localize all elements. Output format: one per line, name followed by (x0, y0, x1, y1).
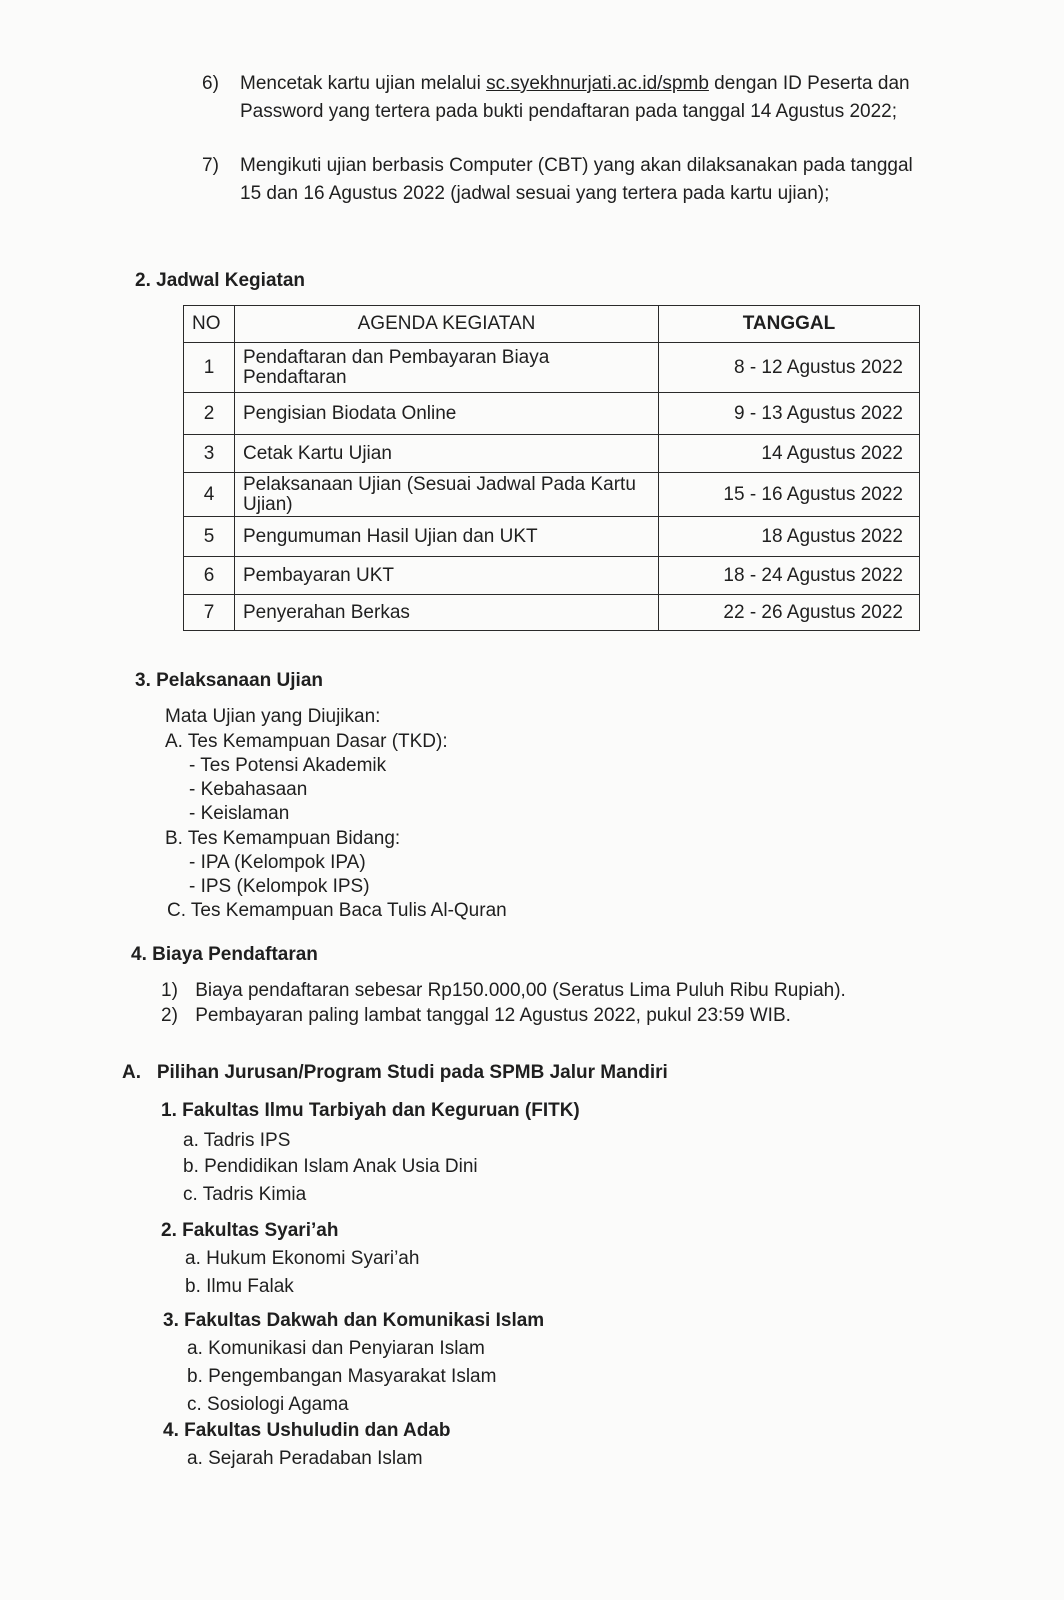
item-text: Mencetak kartu ujian melalui sc.syekhnurjati.ac.id/spmb dengan ID Peserta dan Password yang tertera pada bukti pendaftaran pada tanggal 14 Agustus 2022; (240, 73, 910, 122)
exam-group-c: C. Tes Kemampuan Baca Tulis Al-Quran (167, 900, 507, 921)
fee-item-2 (161, 1003, 791, 1028)
section-title-jadwal: 2. Jadwal Kegiatan (135, 270, 306, 291)
row-no: 3 (184, 435, 235, 473)
table-header-row (184, 306, 920, 343)
schedule-table (183, 305, 920, 631)
header-agenda: AGENDA KEGIATAN (235, 306, 659, 343)
spmb-link[interactable]: sc.syekhnurjati.ac.id/spmb (486, 73, 709, 94)
section-title-pelaksanaan: 3. Pelaksanaan Ujian (135, 670, 323, 691)
faculty-title-ushuludin: 4. Fakultas Ushuludin dan Adab (163, 1420, 451, 1441)
exam-subject: - Kebahasaan (189, 779, 308, 800)
section-title-biaya: 4. Biaya Pendaftaran (131, 944, 318, 965)
table-row (184, 343, 920, 393)
row-no: 6 (184, 557, 235, 595)
exam-subjects-heading: Mata Ujian yang Diujikan: (165, 706, 381, 727)
exam-group-b: B. Tes Kemampuan Bidang: (165, 828, 401, 849)
row-date: 22 - 26 Agustus 2022 (659, 595, 920, 631)
program-item: b. Pengembangan Masyarakat Islam (187, 1366, 497, 1387)
row-agenda: Pelaksanaan Ujian (Sesuai Jadwal Pada Kartu Ujian) (235, 473, 659, 517)
item-number: 6) (202, 73, 219, 94)
row-agenda: Pengumuman Hasil Ujian dan UKT (235, 517, 659, 557)
row-agenda: Cetak Kartu Ujian (235, 435, 659, 473)
exam-subject: - Keislaman (189, 803, 290, 824)
faculty-title-fitk: 1. Fakultas Ilmu Tarbiyah dan Keguruan (FITK) (161, 1100, 580, 1121)
program-item: a. Komunikasi dan Penyiaran Islam (187, 1338, 485, 1359)
row-no: 1 (184, 343, 235, 393)
table-row (184, 393, 920, 435)
table-row (184, 435, 920, 473)
row-date: 9 - 13 Agustus 2022 (659, 393, 920, 435)
row-no: 5 (184, 517, 235, 557)
program-item: a. Hukum Ekonomi Syari’ah (185, 1248, 420, 1269)
row-date: 15 - 16 Agustus 2022 (659, 473, 920, 517)
row-agenda: Pendaftaran dan Pembayaran Biaya Pendaftaran (235, 343, 659, 393)
row-date: 18 - 24 Agustus 2022 (659, 557, 920, 595)
table-row (184, 595, 920, 631)
program-item: b. Ilmu Falak (185, 1276, 294, 1297)
program-item: a. Sejarah Peradaban Islam (187, 1448, 423, 1469)
row-date: 8 - 12 Agustus 2022 (659, 343, 920, 393)
item-number: 2) (161, 1005, 178, 1026)
table-row (184, 557, 920, 595)
row-agenda: Pembayaran UKT (235, 557, 659, 595)
exam-group-a: A. Tes Kemampuan Dasar (TKD): (165, 731, 448, 752)
item-number: 7) (202, 155, 219, 176)
item-text: Biaya pendaftaran sebesar Rp150.000,00 (Seratus Lima Puluh Ribu Rupiah). (195, 980, 846, 1001)
program-item: b. Pendidikan Islam Anak Usia Dini (183, 1156, 478, 1177)
item-number: 1) (161, 980, 178, 1001)
faculty-title-dakwah: 3. Fakultas Dakwah dan Komunikasi Islam (163, 1310, 545, 1331)
exam-subject: - Tes Potensi Akademik (189, 755, 387, 776)
header-no: NO (184, 306, 235, 343)
row-no: 7 (184, 595, 235, 631)
row-no: 4 (184, 473, 235, 517)
row-agenda: Pengisian Biodata Online (235, 393, 659, 435)
fee-item-1 (161, 978, 846, 1003)
table-row (184, 517, 920, 557)
row-date: 18 Agustus 2022 (659, 517, 920, 557)
header-tanggal: TANGGAL (659, 306, 920, 343)
row-no: 2 (184, 393, 235, 435)
exam-subject: - IPS (Kelompok IPS) (189, 876, 370, 897)
program-item: c. Sosiologi Agama (187, 1394, 349, 1415)
item-text: Pembayaran paling lambat tanggal 12 Agustus 2022, pukul 23:59 WIB. (195, 1005, 791, 1026)
program-item: c. Tadris Kimia (183, 1184, 307, 1205)
section-title-pilihan-jurusan: A. Pilihan Jurusan/Program Studi pada SPMB Jalur Mandiri (122, 1062, 668, 1083)
faculty-title-syariah: 2. Fakultas Syari’ah (161, 1220, 339, 1241)
row-agenda: Penyerahan Berkas (235, 595, 659, 631)
item-text: Mengikuti ujian berbasis Computer (CBT) yang akan dilaksanakan pada tanggal 15 dan 16 Agustus 2022 (jadwal sesuai yang tertera pada kartu ujian); (240, 155, 913, 204)
program-item: a. Tadris IPS (183, 1130, 291, 1151)
table-row (184, 473, 920, 517)
exam-subject: - IPA (Kelompok IPA) (189, 852, 366, 873)
row-date: 14 Agustus 2022 (659, 435, 920, 473)
